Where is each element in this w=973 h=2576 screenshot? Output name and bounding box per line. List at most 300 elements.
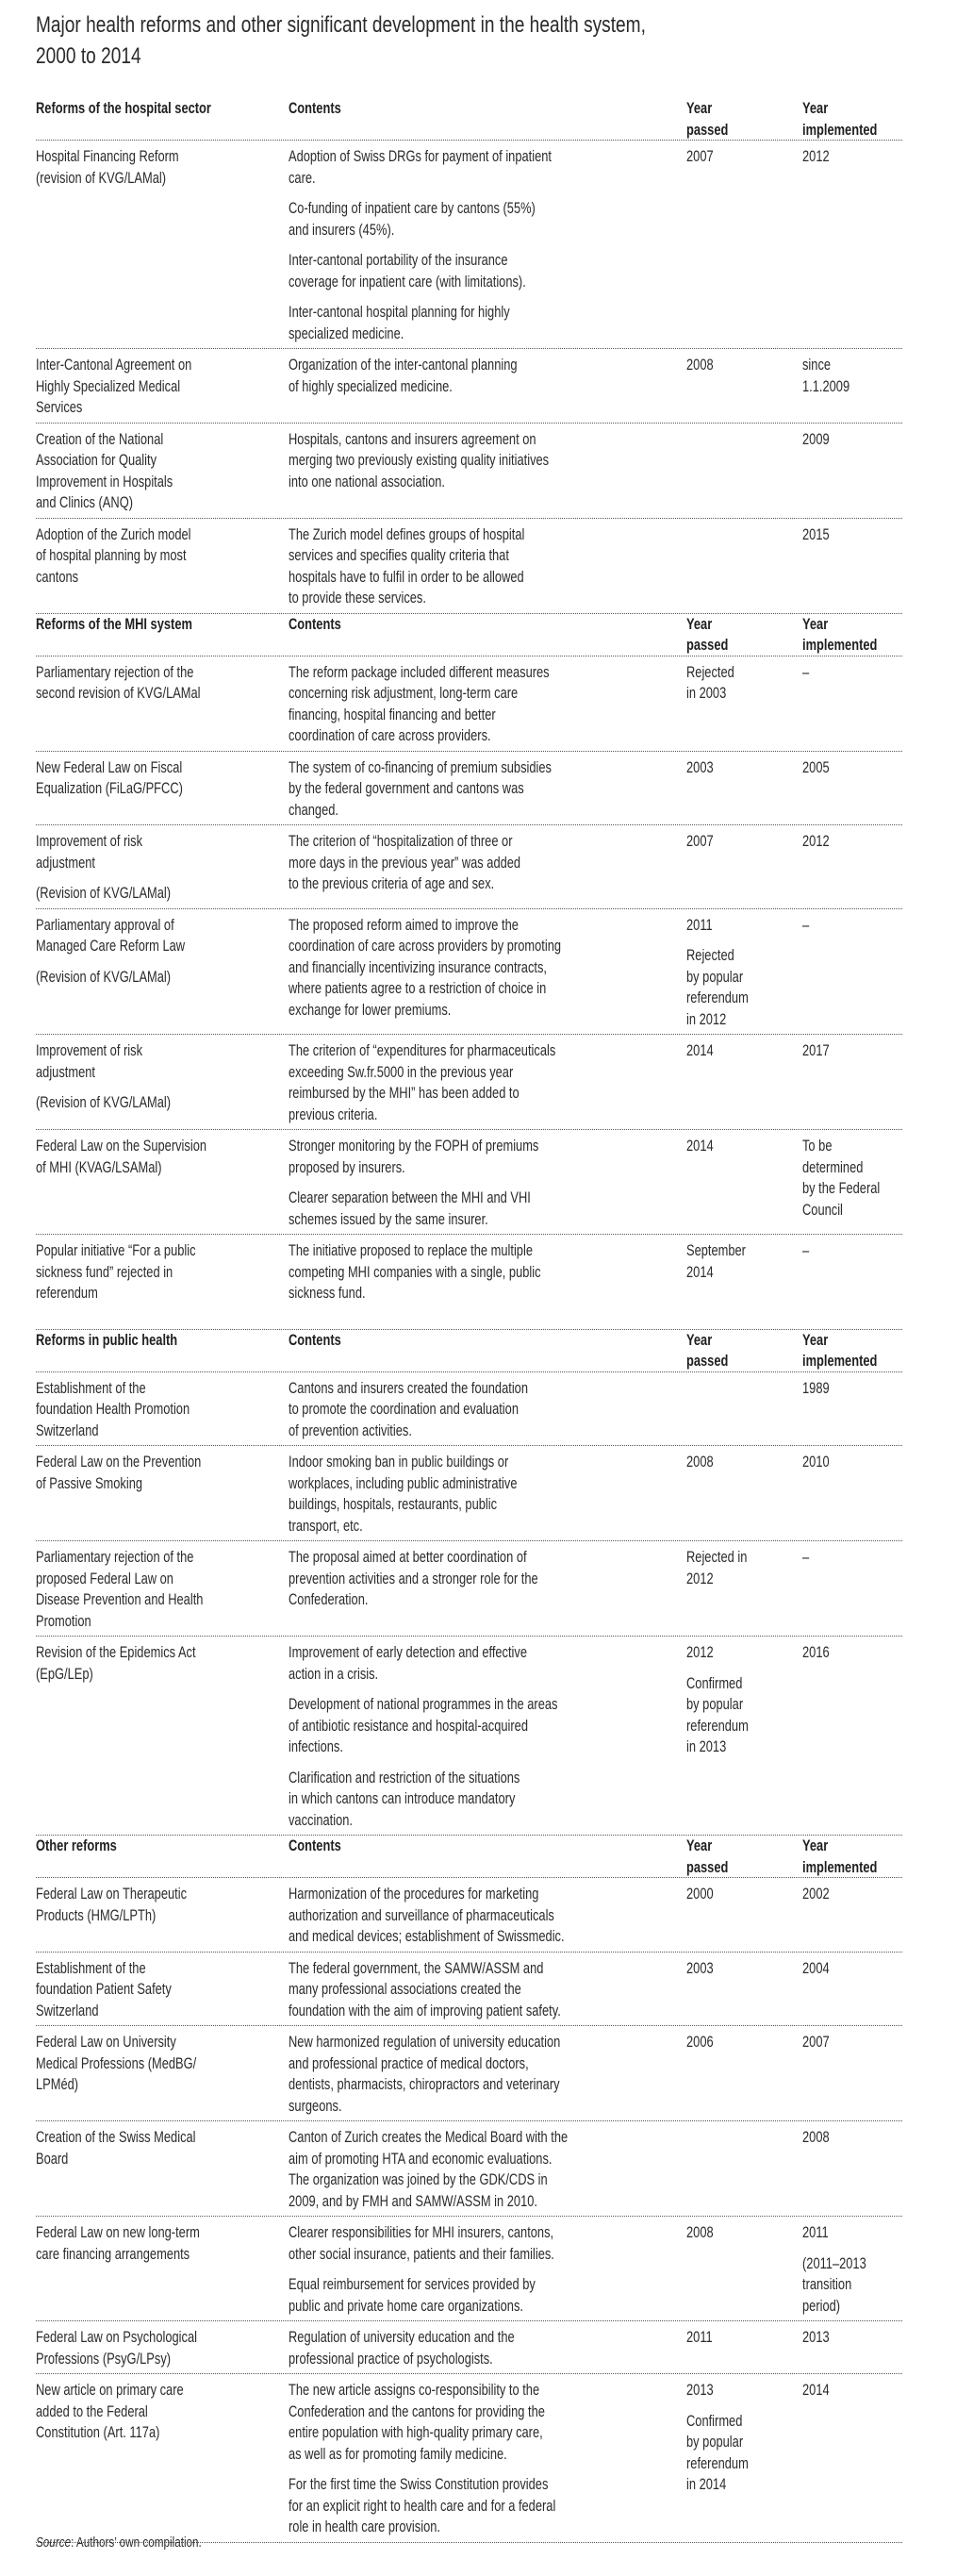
reform-name-line: Parliamentary rejection of the bbox=[36, 663, 194, 681]
title-line-1: Major health reforms and other significant development in the health system, bbox=[36, 12, 646, 38]
year-passed-line: in 2012 bbox=[686, 1010, 727, 1028]
reform-contents bbox=[289, 1378, 596, 1442]
reform-contents-line: and insurers (45%). bbox=[289, 221, 395, 239]
reform-contents-line: specialized medicine. bbox=[289, 324, 404, 342]
reform-contents bbox=[289, 831, 586, 895]
reform-name-line: of MHI (KVAG/LSAMal) bbox=[36, 1158, 162, 1176]
year-implemented-column-header bbox=[802, 1330, 899, 1372]
year-implemented-line: Council bbox=[802, 1201, 843, 1219]
reform-contents bbox=[289, 662, 623, 747]
reform-name bbox=[36, 2327, 242, 2369]
year-implemented bbox=[802, 662, 811, 684]
reform-contents bbox=[289, 1240, 612, 1305]
reform-contents-line: The proposal aimed at better coordination of bbox=[289, 1549, 527, 1566]
year-passed-line: by popular bbox=[686, 2434, 744, 2451]
year-implemented bbox=[802, 757, 837, 779]
year-implemented-line: transition bbox=[802, 2276, 852, 2293]
reform-contents-line: Stronger monitoring by the FOPH of premiums bbox=[289, 1138, 539, 1155]
year-implemented bbox=[802, 2222, 884, 2317]
section-header-row bbox=[36, 614, 902, 656]
reform-contents bbox=[289, 1642, 634, 1831]
source-text: : Authors’ own compilation. bbox=[71, 2534, 202, 2551]
table-row bbox=[36, 1541, 902, 1637]
year-implemented bbox=[802, 1040, 837, 1062]
section-heading-text: Reforms in public health bbox=[36, 1331, 178, 1349]
title-line-2: 2000 to 2014 bbox=[36, 43, 141, 69]
reform-name bbox=[36, 1452, 248, 1494]
reform-contents-line: where patients agree to a restriction of choice in bbox=[289, 980, 547, 997]
year-passed-line: 2013 bbox=[686, 2382, 714, 2399]
paragraph-gap bbox=[289, 189, 626, 198]
reform-name bbox=[36, 1378, 233, 1442]
year-implemented-line: – bbox=[802, 1242, 810, 1259]
year-passed-line: 2003 bbox=[686, 758, 714, 776]
year-passed-line: referendum bbox=[686, 2454, 749, 2472]
year-implemented-line: 2012 bbox=[802, 148, 830, 165]
reform-contents-line: by the federal government and cantons was bbox=[289, 780, 524, 797]
reform-contents-line: Confederation and the cantons for providing the bbox=[289, 2402, 545, 2420]
reform-contents-line: action in a crisis. bbox=[289, 1665, 379, 1683]
reform-contents-line: schemes issued by the same insurer. bbox=[289, 1210, 488, 1228]
reform-name bbox=[36, 2032, 241, 2096]
year-passed bbox=[686, 1040, 721, 1062]
year-implemented-line: 2017 bbox=[802, 1042, 830, 1059]
year-implemented-line: 2015 bbox=[802, 525, 830, 543]
reform-name-line: (EpG/LEp) bbox=[36, 1665, 93, 1683]
reform-contents-line: For the first time the Swiss Constitution provides bbox=[289, 2476, 549, 2493]
reform-name-line: Professions (PsyG/LPsy) bbox=[36, 2350, 172, 2368]
reform-name-line: (Revision of KVG/LAMal) bbox=[36, 885, 172, 902]
year-implemented bbox=[802, 355, 863, 397]
year-implemented-line: 2012 bbox=[802, 833, 830, 850]
reform-contents bbox=[289, 2127, 647, 2212]
reform-contents-line: to promote the coordination and evaluation bbox=[289, 1401, 519, 1418]
year-implemented-line: 2008 bbox=[802, 2129, 830, 2146]
year-implemented-header-line: implemented bbox=[802, 1353, 878, 1370]
year-implemented bbox=[802, 831, 837, 853]
year-passed-line: 2003 bbox=[686, 1959, 714, 1977]
reform-name-line: and Clinics (ANQ) bbox=[36, 494, 133, 511]
reform-contents-line: reimbursed by the MHI” has been added to bbox=[289, 1085, 519, 1102]
table-row bbox=[36, 825, 902, 909]
year-implemented-line: (2011–2013 bbox=[802, 2254, 866, 2272]
year-implemented-line: To be bbox=[802, 1138, 833, 1155]
reform-contents bbox=[289, 524, 591, 609]
year-passed-line: in 2003 bbox=[686, 685, 727, 702]
reform-contents-line: buildings, hospitals, restaurants, public bbox=[289, 1496, 498, 1513]
year-passed bbox=[686, 1136, 721, 1157]
table-row bbox=[36, 519, 902, 614]
year-passed-line: Confirmed bbox=[686, 2412, 743, 2430]
paragraph-gap bbox=[289, 2265, 629, 2274]
table-row bbox=[36, 909, 902, 1036]
year-implemented bbox=[802, 2127, 837, 2149]
reform-name-line: proposed Federal Law on bbox=[36, 1570, 173, 1587]
reform-name-line: Federal Law on Therapeutic bbox=[36, 1886, 188, 1903]
reform-name bbox=[36, 1040, 208, 1114]
reform-contents-line: Clearer separation between the MHI and VHI bbox=[289, 1189, 531, 1206]
reform-name-line: Federal Law on Psychological bbox=[36, 2329, 197, 2346]
year-passed-line: by popular bbox=[686, 968, 744, 986]
reform-contents bbox=[289, 1136, 609, 1230]
year-implemented-line: period) bbox=[802, 2297, 841, 2315]
reform-name bbox=[36, 831, 208, 905]
reform-name bbox=[36, 2380, 225, 2444]
reform-contents-line: merging two previously existing quality initiatives bbox=[289, 452, 550, 469]
paragraph-gap bbox=[36, 1083, 208, 1092]
reform-contents bbox=[289, 1958, 637, 2022]
reform-name-line: sickness fund” rejected in bbox=[36, 1263, 173, 1281]
year-passed-line: 2012 bbox=[686, 1644, 714, 1661]
reform-name-line: adjustment bbox=[36, 1063, 95, 1081]
reform-name-line: Switzerland bbox=[36, 1421, 99, 1439]
contents-column-header bbox=[289, 1836, 356, 1857]
reform-contents-line: vaccination. bbox=[289, 1811, 353, 1829]
year-passed-header-line: Year bbox=[686, 100, 713, 117]
reform-name bbox=[36, 1642, 240, 1685]
reforms-table bbox=[36, 98, 902, 2543]
table-row bbox=[36, 424, 902, 519]
reform-contents-line: coordination of care across providers. bbox=[289, 727, 491, 744]
reform-name bbox=[36, 355, 236, 419]
reform-contents-line: prevention activities and a stronger role for the bbox=[289, 1570, 538, 1587]
section-heading-text: Reforms of the MHI system bbox=[36, 615, 192, 633]
year-implemented-line: 2009 bbox=[802, 430, 830, 448]
reform-contents-line: of prevention activities. bbox=[289, 1421, 412, 1439]
section-header-row bbox=[36, 1836, 902, 1878]
reform-name-line: Adoption of the Zurich model bbox=[36, 525, 191, 543]
reform-name-line: (Revision of KVG/LAMal) bbox=[36, 968, 172, 986]
year-passed bbox=[686, 1958, 721, 1980]
contents-header-text: Contents bbox=[289, 1331, 341, 1349]
year-passed-line: 2007 bbox=[686, 148, 714, 165]
reform-contents bbox=[289, 915, 638, 1022]
section-header-row bbox=[36, 1330, 902, 1372]
section-heading bbox=[36, 1836, 140, 1857]
year-implemented-header-line: implemented bbox=[802, 1858, 878, 1876]
reform-contents bbox=[289, 146, 626, 344]
year-passed-line: 2014 bbox=[686, 1263, 714, 1281]
reform-contents-line: authorization and surveillance of pharmaceuticals bbox=[289, 1906, 554, 1924]
reform-contents-line: Inter-cantonal portability of the insurance bbox=[289, 252, 508, 269]
year-implemented-line: 1.1.2009 bbox=[802, 377, 850, 395]
table-row bbox=[36, 1446, 902, 1541]
reform-name-line: Association for Quality bbox=[36, 452, 157, 469]
reform-name-line: Federal Law on new long-term bbox=[36, 2224, 200, 2241]
reform-contents-line: Hospitals, cantons and insurers agreement on bbox=[289, 430, 536, 448]
reform-name-line: Creation of the Swiss Medical bbox=[36, 2129, 196, 2146]
year-implemented-line: – bbox=[802, 663, 810, 681]
year-implemented-line: 2007 bbox=[802, 2034, 830, 2051]
reform-name-line: (Revision of KVG/LAMal) bbox=[36, 1094, 172, 1111]
year-passed bbox=[686, 1240, 763, 1283]
reform-contents-line: to the previous criteria of age and sex. bbox=[289, 875, 495, 892]
paragraph-gap bbox=[289, 1758, 634, 1768]
reform-contents bbox=[289, 757, 626, 822]
table-row bbox=[36, 2026, 902, 2121]
section-heading-text: Other reforms bbox=[36, 1837, 117, 1854]
reform-name-line: foundation Health Promotion bbox=[36, 1401, 190, 1418]
reform-contents-line: Inter-cantonal hospital planning for highly bbox=[289, 304, 510, 321]
year-implemented-line: since bbox=[802, 357, 832, 374]
reform-contents-line: professional practice of psychologists. bbox=[289, 2350, 493, 2368]
year-implemented bbox=[802, 915, 811, 937]
reform-contents-line: of highly specialized medicine. bbox=[289, 377, 453, 395]
reform-contents-line: The federal government, the SAMW/ASSM and bbox=[289, 1959, 544, 1977]
reform-contents-line: care. bbox=[289, 169, 316, 187]
year-passed bbox=[686, 1642, 766, 1758]
year-passed-line: 2008 bbox=[686, 357, 714, 374]
year-implemented-line: 2011 bbox=[802, 2224, 829, 2241]
year-implemented-header-line: Year bbox=[802, 100, 829, 117]
year-passed bbox=[686, 2380, 766, 2496]
reform-contents-line: in which cantons can introduce mandatory bbox=[289, 1790, 516, 1807]
table-row bbox=[36, 2217, 902, 2321]
paragraph-gap bbox=[36, 957, 227, 967]
reform-name-line: Products (HMG/LPTh) bbox=[36, 1906, 157, 1924]
reform-contents-line: previous criteria. bbox=[289, 1105, 378, 1123]
reform-contents-line: services and specifies quality criteria that bbox=[289, 547, 509, 564]
year-implemented-line: 2005 bbox=[802, 758, 830, 776]
year-implemented bbox=[802, 1136, 901, 1221]
reform-contents-line: infections. bbox=[289, 1738, 343, 1755]
year-passed-header-line: passed bbox=[686, 637, 729, 654]
year-passed-line: referendum bbox=[686, 989, 749, 1006]
year-implemented-line: 2013 bbox=[802, 2329, 830, 2346]
table-row bbox=[36, 656, 902, 752]
reform-contents-line: other social insurance, patients and their families. bbox=[289, 2245, 554, 2263]
year-passed bbox=[686, 146, 721, 168]
table-title bbox=[36, 9, 845, 72]
year-passed bbox=[686, 662, 748, 705]
reform-contents-line: Confederation. bbox=[289, 1591, 369, 1608]
reform-contents-line: of antibiotic resistance and hospital-acquired bbox=[289, 1717, 528, 1735]
year-implemented-header-line: implemented bbox=[802, 121, 878, 139]
year-implemented bbox=[802, 1547, 811, 1569]
year-implemented-column-header bbox=[802, 1836, 899, 1878]
year-implemented bbox=[802, 1958, 837, 1980]
reform-name-line: of hospital planning by most bbox=[36, 547, 187, 564]
paragraph-gap bbox=[289, 241, 626, 250]
year-passed-column-header bbox=[686, 1330, 740, 1372]
reform-contents-line: 2009, and by FMH and SAMW/ASSM in 2010. bbox=[289, 2192, 537, 2210]
reform-contents-line: Adoption of Swiss DRGs for payment of inpatient bbox=[289, 148, 552, 165]
year-passed-line: 2014 bbox=[686, 1042, 714, 1059]
section-heading bbox=[36, 614, 237, 636]
table-row bbox=[36, 2321, 902, 2374]
year-passed bbox=[686, 831, 721, 853]
reform-name-line: Federal Law on the Supervision bbox=[36, 1138, 207, 1155]
reform-contents-line: The criterion of “expenditures for pharmaceuticals bbox=[289, 1042, 556, 1059]
reform-name bbox=[36, 757, 224, 800]
reform-name-line: of Passive Smoking bbox=[36, 1474, 143, 1492]
reform-contents-line: financing, hospital financing and better bbox=[289, 706, 496, 723]
year-passed-line: in 2014 bbox=[686, 2476, 727, 2493]
year-passed-line: Rejected bbox=[686, 663, 734, 681]
year-implemented bbox=[802, 2380, 837, 2401]
reform-contents-line: Improvement of early detection and effective bbox=[289, 1644, 528, 1661]
year-implemented bbox=[802, 2327, 837, 2349]
table-row bbox=[36, 349, 902, 424]
year-passed-line: by popular bbox=[686, 1696, 744, 1713]
year-passed-line: 2008 bbox=[686, 2224, 714, 2241]
reform-contents-line: more days in the previous year” was added bbox=[289, 854, 521, 872]
year-passed-column-header bbox=[686, 1836, 740, 1878]
contents-column-header bbox=[289, 98, 356, 120]
year-implemented bbox=[802, 146, 837, 168]
contents-header-text: Contents bbox=[289, 100, 341, 117]
paragraph-gap bbox=[289, 1685, 634, 1694]
reform-contents-line: public and private home care organizations. bbox=[289, 2297, 523, 2315]
reform-name-line: Popular initiative “For a public bbox=[36, 1242, 196, 1259]
year-implemented-column-header bbox=[802, 98, 899, 141]
reform-contents-line: role in health care provision. bbox=[289, 2518, 440, 2535]
year-passed-line: 2011 bbox=[686, 2329, 713, 2346]
reform-contents-line: and medical devices; establishment of Swissmedic. bbox=[289, 1928, 565, 1945]
year-implemented-line: 2010 bbox=[802, 1454, 830, 1471]
reform-name-line: Equalization (FiLaG/PFCC) bbox=[36, 780, 183, 797]
reform-name bbox=[36, 524, 235, 589]
year-passed-line: Rejected in bbox=[686, 1549, 748, 1566]
year-passed-header-line: passed bbox=[686, 121, 729, 139]
reform-contents-line: many professional associations created the bbox=[289, 1981, 521, 1998]
reform-contents-line: Regulation of university education and the bbox=[289, 2329, 515, 2346]
year-passed bbox=[686, 915, 766, 1031]
reform-name-line: Improvement in Hospitals bbox=[36, 473, 173, 490]
reform-contents-line: into one national association. bbox=[289, 473, 446, 490]
reform-contents-line: exceeding Sw.fr.5000 in the previous year bbox=[289, 1063, 514, 1081]
reform-contents-line: Cantons and insurers created the foundation bbox=[289, 1379, 528, 1397]
table-row bbox=[36, 2121, 902, 2217]
reform-contents bbox=[289, 2222, 629, 2317]
year-implemented bbox=[802, 1884, 837, 1905]
year-implemented bbox=[802, 1452, 837, 1473]
year-implemented bbox=[802, 1378, 837, 1400]
reform-name bbox=[36, 2127, 240, 2169]
year-passed-line: September bbox=[686, 1242, 746, 1259]
reform-contents-line: Clearer responsibilities for MHI insurers, cantons, bbox=[289, 2224, 554, 2241]
year-implemented-line: – bbox=[802, 1549, 810, 1566]
contents-column-header bbox=[289, 614, 356, 636]
reform-contents-line: The reform package included different measures bbox=[289, 663, 550, 681]
reform-name-line: New article on primary care bbox=[36, 2382, 184, 2399]
reform-name bbox=[36, 1884, 229, 1926]
reform-name-line: Revision of the Epidemics Act bbox=[36, 1644, 196, 1661]
year-passed-line: 2011 bbox=[686, 916, 713, 934]
year-passed-line: 2006 bbox=[686, 2034, 714, 2051]
reform-name-line: referendum bbox=[36, 1285, 98, 1302]
reform-name-line: Hospital Financing Reform bbox=[36, 148, 179, 165]
source-note bbox=[36, 2534, 202, 2552]
contents-column-header bbox=[289, 1330, 356, 1352]
reform-contents bbox=[289, 2032, 637, 2117]
section-header-row bbox=[36, 98, 902, 141]
reform-name-line: Switzerland bbox=[36, 2002, 99, 2019]
reform-contents-line: The Zurich model defines groups of hospital bbox=[289, 525, 525, 543]
reform-contents-line: dentists, pharmacists, chiropractors and veterinary bbox=[289, 2076, 560, 2093]
reform-contents-line: New harmonized regulation of university education bbox=[289, 2034, 561, 2051]
reform-name bbox=[36, 1136, 255, 1178]
paragraph-gap bbox=[802, 2244, 884, 2253]
year-implemented-header-line: Year bbox=[802, 1837, 829, 1854]
reform-contents bbox=[289, 1547, 608, 1611]
reform-contents-line: The new article assigns co-responsibility to the bbox=[289, 2382, 540, 2399]
reform-contents-line: concerning risk adjustment, long-term care bbox=[289, 685, 519, 702]
table-row bbox=[36, 141, 902, 349]
reform-contents-line: Organization of the inter-cantonal planning bbox=[289, 357, 518, 374]
reform-name-line: Disease Prevention and Health bbox=[36, 1591, 204, 1608]
source-label: Source bbox=[36, 2534, 72, 2551]
reform-contents-line: to provide these services. bbox=[289, 590, 426, 607]
reform-name-line: Services bbox=[36, 399, 83, 416]
year-implemented-line: by the Federal bbox=[802, 1180, 881, 1197]
reform-contents bbox=[289, 2327, 578, 2369]
year-passed-line: Rejected bbox=[686, 947, 734, 964]
reform-name-line: Highly Specialized Medical bbox=[36, 377, 181, 395]
year-passed-line: in 2013 bbox=[686, 1738, 727, 1755]
table-row bbox=[36, 1372, 902, 1447]
contents-header-text: Contents bbox=[289, 615, 341, 633]
reform-name-line: Managed Care Reform Law bbox=[36, 938, 186, 955]
year-passed-header-line: passed bbox=[686, 1858, 729, 1876]
year-passed-column-header bbox=[686, 614, 740, 656]
reform-name-line: Medical Professions (MedBG/ bbox=[36, 2054, 197, 2072]
table-row bbox=[36, 1878, 902, 1953]
reform-contents-line: Equal reimbursement for services provided by bbox=[289, 2276, 536, 2293]
reform-name-line: Federal Law on University bbox=[36, 2034, 176, 2051]
reform-contents-line: as well as for promoting family medicine. bbox=[289, 2445, 507, 2463]
reform-contents-line: transport, etc. bbox=[289, 1517, 363, 1535]
reform-contents-line: Co-funding of inpatient care by cantons (55%) bbox=[289, 200, 536, 217]
year-implemented bbox=[802, 2032, 837, 2053]
year-implemented-line: 2014 bbox=[802, 2382, 830, 2399]
paragraph-gap bbox=[686, 936, 766, 945]
year-passed-header-line: Year bbox=[686, 1837, 713, 1854]
reform-contents-line: entire population with high-quality primary care, bbox=[289, 2424, 543, 2441]
year-passed-header-line: passed bbox=[686, 1353, 729, 1370]
year-passed-line: 2008 bbox=[686, 1454, 714, 1471]
reform-name-line: foundation Patient Safety bbox=[36, 1981, 172, 1998]
reform-name-line: Inter-Cantonal Agreement on bbox=[36, 357, 192, 374]
reform-name bbox=[36, 662, 247, 705]
reform-name bbox=[36, 1958, 209, 2022]
reform-contents bbox=[289, 1452, 582, 1537]
year-implemented bbox=[802, 524, 837, 546]
reform-contents-line: aim of promoting HTA and economic evaluations. bbox=[289, 2150, 552, 2168]
reform-name bbox=[36, 1547, 250, 1632]
reform-contents-line: and financially incentivizing insurance contracts, bbox=[289, 958, 547, 976]
reform-contents bbox=[289, 2380, 631, 2538]
year-implemented-line: 2004 bbox=[802, 1959, 830, 1977]
section-heading bbox=[36, 98, 260, 120]
section-heading-text: Reforms of the hospital sector bbox=[36, 100, 211, 117]
reform-contents-line: proposed by insurers. bbox=[289, 1158, 405, 1176]
reform-contents-line: The criterion of “hospitalization of three or bbox=[289, 833, 513, 850]
reform-name bbox=[36, 1240, 240, 1305]
reform-name-line: Federal Law on the Prevention bbox=[36, 1454, 202, 1471]
reform-name-line: adjustment bbox=[36, 854, 95, 872]
reform-contents-line: foundation with the aim of improving patient safety. bbox=[289, 2002, 561, 2019]
year-passed-line: Confirmed bbox=[686, 1674, 743, 1692]
reform-contents-line: The organization was joined by the GDK/CDS in bbox=[289, 2171, 548, 2188]
year-passed bbox=[686, 1547, 765, 1589]
section-heading bbox=[36, 1330, 218, 1352]
year-implemented-line: 2002 bbox=[802, 1886, 830, 1903]
reform-contents-line: competing MHI companies with a single, public bbox=[289, 1263, 541, 1281]
reform-name bbox=[36, 146, 219, 189]
reform-name-line: (revision of KVG/LAMal) bbox=[36, 169, 167, 187]
year-implemented bbox=[802, 1240, 811, 1262]
